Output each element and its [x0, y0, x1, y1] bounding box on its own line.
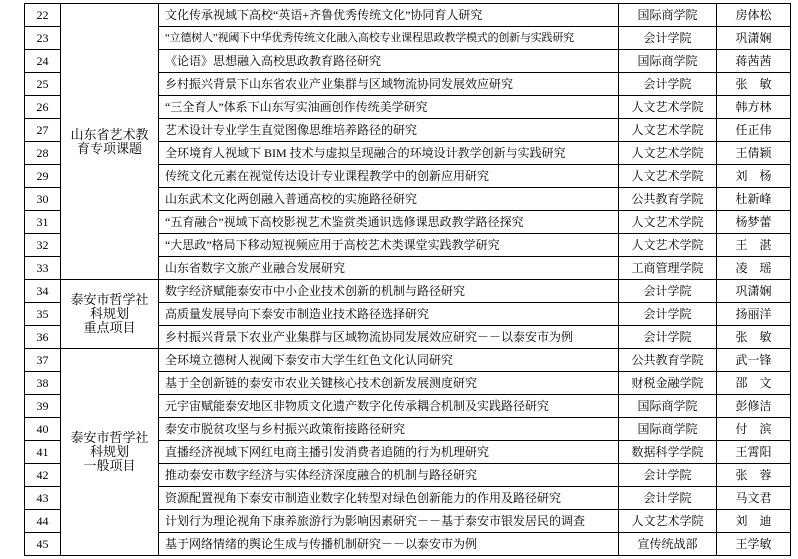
department: 会计学院 — [619, 464, 717, 487]
project-title: “立德树人”视阈下中华优秀传统文化融入高校专业课程思政教学模式的创新与实践研究 — [159, 27, 619, 50]
project-title: 文化传承视域下高校“英语+齐鲁优秀传统文化”协同育人研究 — [159, 4, 619, 27]
department: 会计学院 — [619, 280, 717, 303]
principal: 巩潇娴 — [717, 280, 791, 303]
row-number: 24 — [25, 50, 61, 73]
row-number: 39 — [25, 395, 61, 418]
row-number: 45 — [25, 533, 61, 556]
project-table — [24, 3, 791, 556]
table-row — [25, 280, 791, 303]
principal: 马文君 — [717, 487, 791, 510]
project-title: 山东省数字文旅产业融合发展研究 — [159, 257, 619, 280]
principal: 巩潇娴 — [717, 27, 791, 50]
row-number: 36 — [25, 326, 61, 349]
department: 人文艺术学院 — [619, 96, 717, 119]
row-number: 22 — [25, 4, 61, 27]
row-number: 38 — [25, 372, 61, 395]
project-title: 元宇宙赋能泰安地区非物质文化遗产数字化传承耦合机制及实践路径研究 — [159, 395, 619, 418]
row-number: 25 — [25, 73, 61, 96]
row-number: 42 — [25, 464, 61, 487]
department: 公共教育学院 — [619, 188, 717, 211]
category-line: 泰安市哲学社 — [70, 292, 149, 307]
row-number: 28 — [25, 142, 61, 165]
category-line: 一般项目 — [83, 458, 136, 473]
department: 人文艺术学院 — [619, 142, 717, 165]
row-number: 37 — [25, 349, 61, 372]
department: 会计学院 — [619, 73, 717, 96]
row-number: 30 — [25, 188, 61, 211]
principal: 王倩颖 — [717, 142, 791, 165]
project-category — [61, 280, 159, 349]
department: 会计学院 — [619, 487, 717, 510]
project-title: “大思政”格局下移动短视频应用于高校艺术类课堂实践教学研究 — [159, 234, 619, 257]
principal: 张 敏 — [717, 73, 791, 96]
row-number: 44 — [25, 510, 61, 533]
project-title: 全环境立德树人视阈下泰安市大学生红色文化认同研究 — [159, 349, 619, 372]
department: 人文艺术学院 — [619, 234, 717, 257]
table-row — [25, 349, 791, 372]
principal: 任正伟 — [717, 119, 791, 142]
project-title: 乡村振兴背景下农业产业集群与区域物流协同发展效应研究－－以泰安市为例 — [159, 326, 619, 349]
principal: 韩方林 — [717, 96, 791, 119]
principal: 王 湛 — [717, 234, 791, 257]
principal: 邵 文 — [717, 372, 791, 395]
principal: 房体松 — [717, 4, 791, 27]
principal: 凌 瑶 — [717, 257, 791, 280]
department: 国际商学院 — [619, 50, 717, 73]
principal: 王霄阳 — [717, 441, 791, 464]
project-title: 数字经济赋能泰安市中小企业技术创新的机制与路径研究 — [159, 280, 619, 303]
principal: 彭修洁 — [717, 395, 791, 418]
principal: 杜新峰 — [717, 188, 791, 211]
department: 人文艺术学院 — [619, 510, 717, 533]
principal: 扬丽洋 — [717, 303, 791, 326]
row-number: 34 — [25, 280, 61, 303]
row-number: 31 — [25, 211, 61, 234]
project-title: 基于全创新链的泰安市农业关键核心技术创新发展测度研究 — [159, 372, 619, 395]
row-number: 26 — [25, 96, 61, 119]
department: 数据科学学院 — [619, 441, 717, 464]
project-title: 基于网络情绪的舆论生成与传播机制研究－－以泰安市为例 — [159, 533, 619, 556]
project-title: 资源配置视角下泰安市制造业数字化转型对绿色创新能力的作用及路径研究 — [159, 487, 619, 510]
category-line: 科规划 — [89, 444, 129, 459]
department: 国际商学院 — [619, 395, 717, 418]
principal: 张 敏 — [717, 326, 791, 349]
department: 宣传统战部 — [619, 533, 717, 556]
project-category — [61, 4, 159, 280]
principal: 蒋茜茜 — [717, 50, 791, 73]
project-category — [61, 349, 159, 556]
department: 公共教育学院 — [619, 349, 717, 372]
principal: 武一锋 — [717, 349, 791, 372]
department: 人文艺术学院 — [619, 165, 717, 188]
project-title: 乡村振兴背景下山东省农业产业集群与区域物流协同发展效应研究 — [159, 73, 619, 96]
row-number: 35 — [25, 303, 61, 326]
department: 会计学院 — [619, 326, 717, 349]
row-number: 40 — [25, 418, 61, 441]
principal: 王学敏 — [717, 533, 791, 556]
category-line: 泰安市哲学社 — [70, 430, 149, 445]
department: 人文艺术学院 — [619, 211, 717, 234]
category-line: 山东省艺术教 — [70, 126, 149, 142]
row-number: 32 — [25, 234, 61, 257]
row-number: 33 — [25, 257, 61, 280]
row-number: 43 — [25, 487, 61, 510]
project-title: 高质量发展导向下泰安市制造业技术路径选择研究 — [159, 303, 619, 326]
project-title: “三全育人”体系下山东写实油画创作传统美学研究 — [159, 96, 619, 119]
project-title: 山东武术文化两创融入普通高校的实施路径研究 — [159, 188, 619, 211]
project-title: 泰安市脱贫攻坚与乡村振兴政策衔接路径研究 — [159, 418, 619, 441]
department: 会计学院 — [619, 27, 717, 50]
category-line: 育专项课题 — [76, 140, 142, 156]
department: 财税金融学院 — [619, 372, 717, 395]
row-number: 23 — [25, 27, 61, 50]
project-title: 计划行为理论视角下康养旅游行为影响因素研究－－基于泰安市银发居民的调查 — [159, 510, 619, 533]
department: 工商管理学院 — [619, 257, 717, 280]
project-title: 传统文化元素在视觉传达设计专业课程教学中的创新应用研究 — [159, 165, 619, 188]
project-title: 《论语》思想融入高校思政教育路径研究 — [159, 50, 619, 73]
row-number: 41 — [25, 441, 61, 464]
principal: 刘 迪 — [717, 510, 791, 533]
project-title: 全环境育人视域下 BIM 技术与虚拟呈现融合的环境设计教学创新与实践研究 — [159, 142, 619, 165]
project-title: 推动泰安市数字经济与实体经济深度融合的机制与路径研究 — [159, 464, 619, 487]
principal: 刘 杨 — [717, 165, 791, 188]
principal: 杨梦蕾 — [717, 211, 791, 234]
project-title: 直播经济视域下网红电商主播引发消费者追随的行为机理研究 — [159, 441, 619, 464]
department: 人文艺术学院 — [619, 119, 717, 142]
table-row — [25, 4, 791, 27]
project-title: 艺术设计专业学生直觉图像思维培养路径的研究 — [159, 119, 619, 142]
row-number: 27 — [25, 119, 61, 142]
principal: 张 蓉 — [717, 464, 791, 487]
department: 国际商学院 — [619, 418, 717, 441]
department: 国际商学院 — [619, 4, 717, 27]
project-title: “五育融合”视域下高校影视艺术鉴赏类通识选修课思政教学路径探究 — [159, 211, 619, 234]
principal: 付 滨 — [717, 418, 791, 441]
row-number: 29 — [25, 165, 61, 188]
category-line: 科规划 — [89, 306, 129, 321]
department: 会计学院 — [619, 303, 717, 326]
category-line: 重点项目 — [83, 320, 136, 335]
